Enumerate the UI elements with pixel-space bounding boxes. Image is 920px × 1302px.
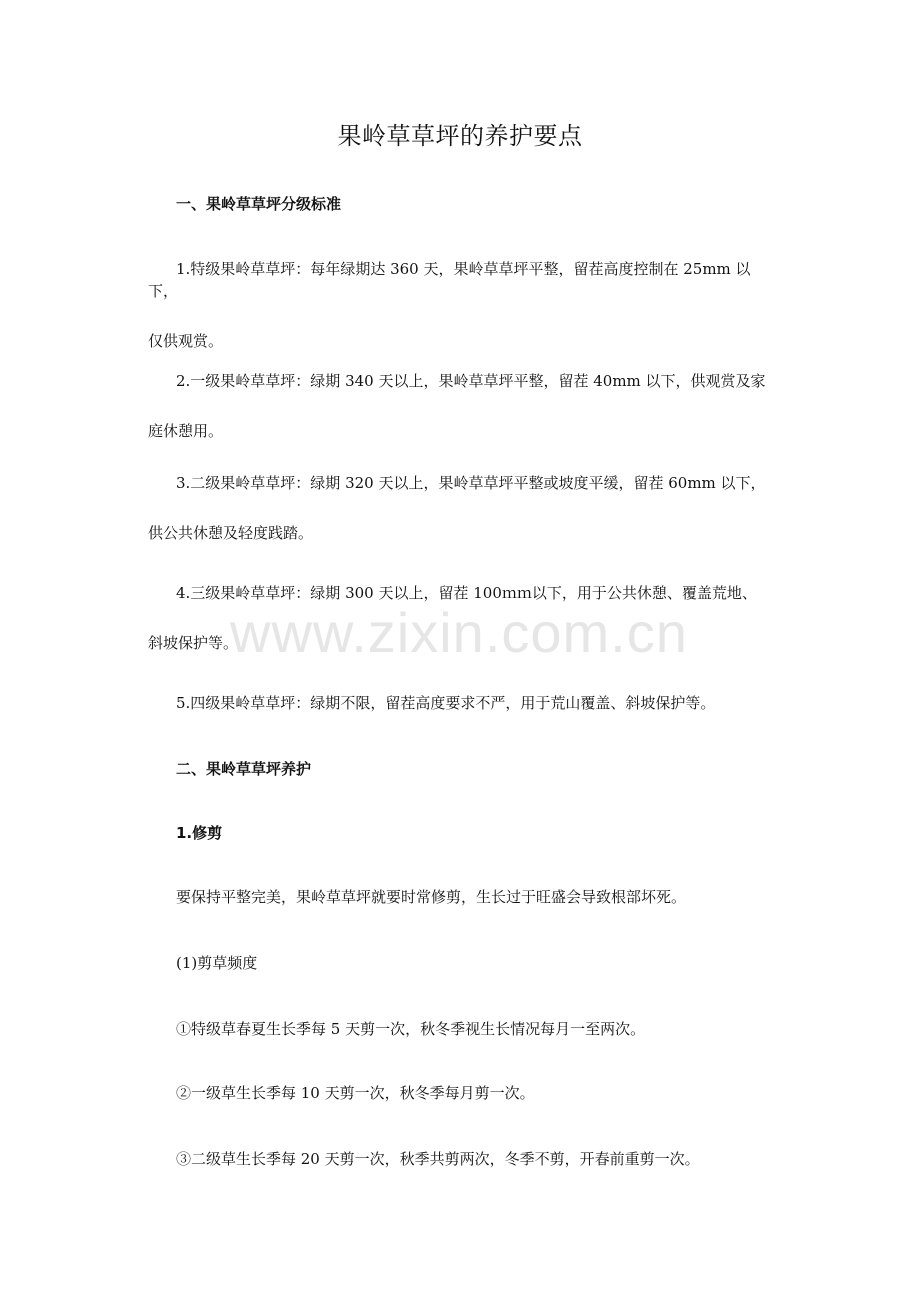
document-title: 果岭草草坪的养护要点	[337, 122, 583, 150]
grade-item-2-line2: 庭休憩用。	[148, 422, 224, 440]
grade-item-5	[148, 692, 772, 714]
grade-item-4-line2: 斜坡保护等。	[148, 634, 239, 652]
subheading-mowing: 1.修剪	[176, 824, 223, 842]
mowing-frequency-label: (1)剪草频度	[176, 954, 258, 972]
grade-item-3-line2: 供公共休憩及轻度践踏。	[148, 524, 314, 542]
grade-item-1	[148, 258, 772, 352]
section-heading-grading: 一、果岭草草坪分级标准	[176, 195, 342, 213]
section-heading-maintenance: 二、果岭草草坪养护	[176, 760, 312, 778]
frequency-item-3: ③二级草生长季每 20 天剪一次，秋季共剪两次，冬季不剪，开春前重剪一次。	[176, 1150, 700, 1168]
grade-item-2	[148, 370, 772, 442]
grade-item-4	[148, 582, 772, 654]
frequency-item-2: ②一级草生长季每 10 天剪一次，秋冬季每月剪一次。	[176, 1084, 535, 1102]
grade-item-5-line1: 5.四级果岭草草坪：绿期不限，留茬高度要求不严，用于荒山覆盖、斜坡保护等。	[176, 694, 716, 712]
grade-item-1-line1: 1.特级果岭草草坪：每年绿期达 360 天，果岭草草坪平整，留茬高度控制在 25mm 以下，	[148, 260, 751, 300]
frequency-item-1: ①特级草春夏生长季每 5 天剪一次，秋冬季视生长情况每月一至两次。	[176, 1020, 646, 1038]
grade-item-1-line2: 仅供观赏。	[148, 332, 224, 350]
watermark: www.zixin.com.cn	[230, 601, 688, 664]
mowing-intro: 要保持平整完美，果岭草草坪就要时常修剪，生长过于旺盛会导致根部坏死。	[176, 888, 687, 906]
grade-item-4-line1: 4.三级果岭草草坪：绿期 300 天以上，留茬 100ｍｍ以下，用于公共休憩、覆盖荒地、	[176, 584, 757, 602]
grade-item-2-line1: 2.一级果岭草草坪：绿期 340 天以上，果岭草草坪平整，留茬 40mm 以下，供观赏及家	[176, 372, 766, 390]
grade-item-3	[148, 472, 772, 544]
grade-item-3-line1: 3.二级果岭草草坪：绿期 320 天以上，果岭草草坪平整或坡度平缓，留茬 60mm 以下，	[176, 474, 766, 492]
